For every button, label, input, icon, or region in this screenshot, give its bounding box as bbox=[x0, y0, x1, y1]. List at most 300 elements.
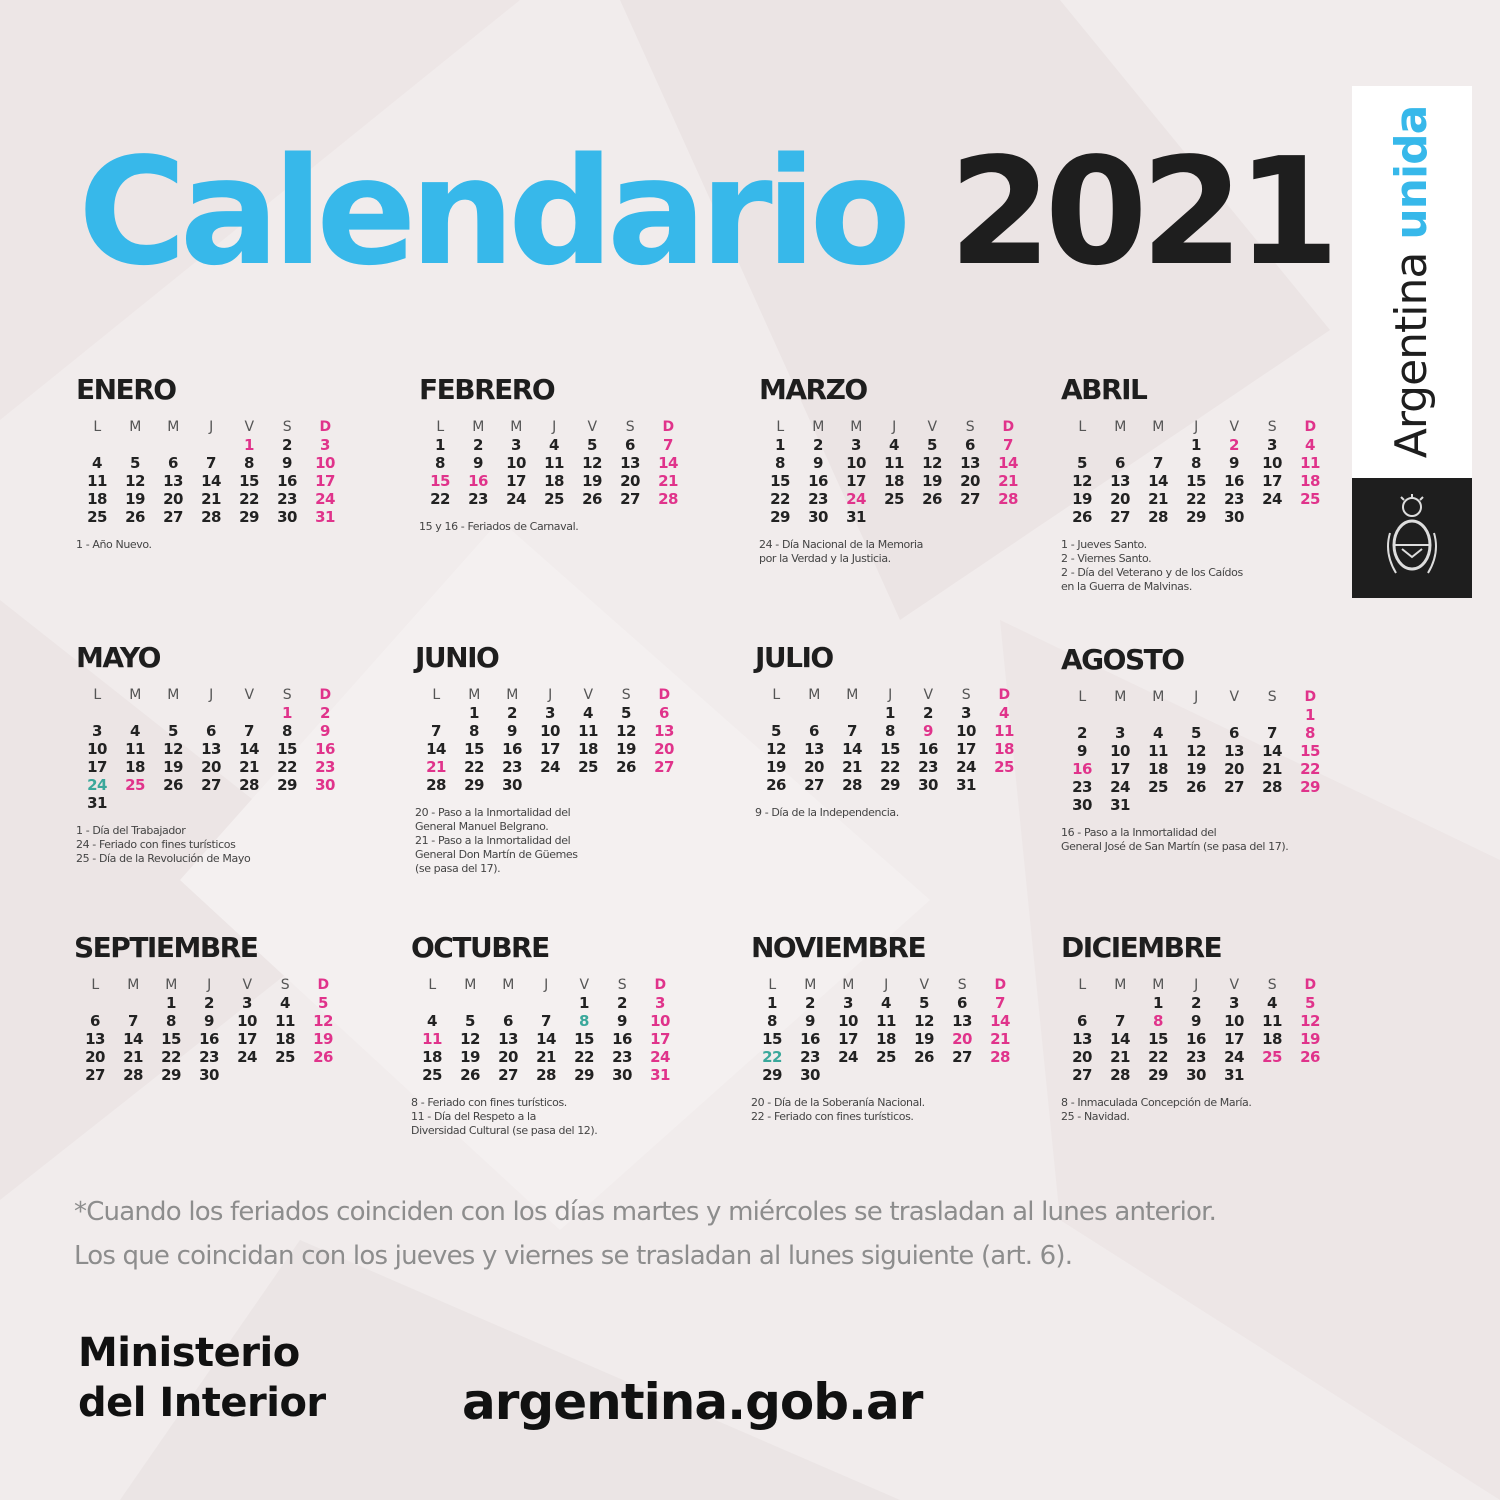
day-cell: 21 bbox=[1148, 489, 1168, 508]
day-cell: 23 bbox=[612, 1047, 632, 1066]
weekday-header: S bbox=[282, 686, 292, 703]
day-cell: 19 bbox=[1300, 1029, 1320, 1048]
month-name: JUNIO bbox=[415, 641, 499, 674]
day-cell: 8 bbox=[435, 453, 445, 472]
weekday-header: D bbox=[1002, 418, 1014, 435]
argentina-unida-banner bbox=[1352, 86, 1472, 598]
holiday-note: 25 - Día de la Revolución de Mayo bbox=[76, 851, 251, 865]
day-cell: 3 bbox=[92, 721, 102, 740]
day-cell: 20 bbox=[620, 471, 640, 490]
day-cell: 20 bbox=[498, 1047, 518, 1066]
day-cell: 16 bbox=[808, 471, 828, 490]
day-cell: 4 bbox=[583, 703, 593, 722]
day-cell: 2 bbox=[282, 435, 292, 454]
page-title bbox=[78, 126, 1333, 298]
weekday-header: J bbox=[884, 976, 888, 993]
holiday-note: 24 - Feriado con fines turísticos bbox=[76, 837, 236, 851]
day-cell: 28 bbox=[536, 1065, 556, 1084]
day-cell: 14 bbox=[239, 739, 259, 758]
day-cell: 24 bbox=[315, 489, 335, 508]
day-cell: 25 bbox=[1300, 489, 1320, 508]
day-cell: 4 bbox=[881, 993, 891, 1012]
day-cell: 14 bbox=[658, 453, 678, 472]
day-cell: 16 bbox=[612, 1029, 632, 1048]
month-julio bbox=[755, 643, 1045, 820]
day-cell: 10 bbox=[650, 1011, 670, 1030]
day-cell: 27 bbox=[620, 489, 640, 508]
day-cell: 22 bbox=[770, 489, 790, 508]
day-cell: 25 bbox=[275, 1047, 295, 1066]
day-cell: 4 bbox=[1267, 993, 1277, 1012]
day-cell: 28 bbox=[123, 1065, 143, 1084]
day-cell: 2 bbox=[813, 435, 823, 454]
day-cell: 28 bbox=[426, 775, 446, 794]
weekday-header: M bbox=[812, 418, 824, 435]
weekday-header: V bbox=[579, 976, 589, 993]
holiday-notes bbox=[1061, 1096, 1351, 1124]
day-cell: 29 bbox=[770, 507, 790, 526]
day-cell: 24 bbox=[956, 757, 976, 776]
day-cell: 21 bbox=[1262, 759, 1282, 778]
day-cell: 23 bbox=[800, 1047, 820, 1066]
day-cell: 28 bbox=[1110, 1065, 1130, 1084]
day-cell: 22 bbox=[1148, 1047, 1168, 1066]
day-cell: 4 bbox=[280, 993, 290, 1012]
weekday-header: V bbox=[244, 686, 254, 703]
day-cell: 7 bbox=[1115, 1011, 1125, 1030]
day-cell: 26 bbox=[616, 757, 636, 776]
footnote-line2: Los que coincidan con los jueves y viernes se trasladan al lunes siguiente (art. 6). bbox=[74, 1241, 1073, 1271]
day-cell: 31 bbox=[315, 507, 335, 526]
weekday-header: J bbox=[888, 686, 892, 703]
weekday-header: V bbox=[242, 976, 252, 993]
day-cell: 24 bbox=[506, 489, 526, 508]
holiday-note: 8 - Inmaculada Concepción de María. bbox=[1061, 1095, 1252, 1109]
weekday-header: D bbox=[319, 418, 331, 435]
weekday-header: M bbox=[510, 418, 522, 435]
day-cell: 9 bbox=[813, 453, 823, 472]
brand-panel bbox=[1352, 86, 1472, 478]
day-cell: 10 bbox=[506, 453, 526, 472]
day-cell: 9 bbox=[617, 1011, 627, 1030]
day-cell: 30 bbox=[808, 507, 828, 526]
day-cell: 7 bbox=[847, 721, 857, 740]
day-cell: 11 bbox=[1148, 741, 1168, 760]
weekday-header: M bbox=[127, 976, 139, 993]
holiday-notes bbox=[76, 538, 366, 552]
day-cell: 16 bbox=[315, 739, 335, 758]
day-cell: 8 bbox=[244, 453, 254, 472]
day-cell: 30 bbox=[1186, 1065, 1206, 1084]
month-name: OCTUBRE bbox=[411, 931, 549, 964]
weekday-header: M bbox=[464, 976, 476, 993]
weekday-header: D bbox=[654, 976, 666, 993]
day-cell: 19 bbox=[914, 1029, 934, 1048]
day-cell: 17 bbox=[1224, 1029, 1244, 1048]
day-cell: 18 bbox=[994, 739, 1014, 758]
weekday-header: V bbox=[587, 418, 597, 435]
day-cell: 12 bbox=[766, 739, 786, 758]
day-cell: 28 bbox=[998, 489, 1018, 508]
day-cell: 16 bbox=[277, 471, 297, 490]
day-cell: 12 bbox=[1300, 1011, 1320, 1030]
day-cell: 30 bbox=[199, 1065, 219, 1084]
day-cell: 18 bbox=[125, 757, 145, 776]
day-cell: 24 bbox=[846, 489, 866, 508]
day-cell: 13 bbox=[804, 739, 824, 758]
day-cell: 19 bbox=[1072, 489, 1092, 508]
day-cell: 17 bbox=[237, 1029, 257, 1048]
days-grid bbox=[417, 686, 705, 794]
weekday-header: M bbox=[472, 418, 484, 435]
weekday-header: M bbox=[468, 686, 480, 703]
day-cell: 18 bbox=[876, 1029, 896, 1048]
day-cell: 3 bbox=[545, 703, 555, 722]
holiday-notes bbox=[1061, 538, 1351, 594]
weekday-header: M bbox=[1152, 976, 1164, 993]
day-cell: 25 bbox=[1262, 1047, 1282, 1066]
holiday-note: 16 - Paso a la Inmortalidad del General José de San Martín (se pasa del 17). bbox=[1061, 825, 1289, 853]
day-cell: 24 bbox=[237, 1047, 257, 1066]
day-cell: 21 bbox=[239, 757, 259, 776]
day-cell: 18 bbox=[544, 471, 564, 490]
day-cell: 21 bbox=[536, 1047, 556, 1066]
day-cell: 13 bbox=[960, 453, 980, 472]
weekday-header: V bbox=[583, 686, 593, 703]
day-cell: 11 bbox=[87, 471, 107, 490]
day-cell: 20 bbox=[960, 471, 980, 490]
day-cell: 6 bbox=[957, 993, 967, 1012]
coat-of-arms-panel bbox=[1352, 478, 1472, 598]
day-cell: 11 bbox=[125, 739, 145, 758]
day-cell: 17 bbox=[315, 471, 335, 490]
day-cell: 17 bbox=[846, 471, 866, 490]
day-cell: 20 bbox=[1072, 1047, 1092, 1066]
day-cell: 23 bbox=[199, 1047, 219, 1066]
day-cell: 18 bbox=[884, 471, 904, 490]
day-cell: 21 bbox=[123, 1047, 143, 1066]
day-cell: 1 bbox=[469, 703, 479, 722]
day-cell: 25 bbox=[884, 489, 904, 508]
day-cell: 16 bbox=[918, 739, 938, 758]
day-cell: 29 bbox=[1148, 1065, 1168, 1084]
weekday-header: M bbox=[502, 976, 514, 993]
day-cell: 5 bbox=[168, 721, 178, 740]
weekday-header: D bbox=[1304, 418, 1316, 435]
day-cell: 4 bbox=[889, 435, 899, 454]
days-grid bbox=[78, 418, 366, 526]
weekday-header: L bbox=[1078, 418, 1086, 435]
day-cell: 14 bbox=[1148, 471, 1168, 490]
day-cell: 29 bbox=[239, 507, 259, 526]
day-cell: 7 bbox=[663, 435, 673, 454]
weekday-header: S bbox=[280, 976, 290, 993]
day-cell: 13 bbox=[163, 471, 183, 490]
day-cell: 15 bbox=[1186, 471, 1206, 490]
days-grid bbox=[753, 976, 1041, 1084]
weekday-header: M bbox=[167, 418, 179, 435]
day-cell: 26 bbox=[914, 1047, 934, 1066]
day-cell: 27 bbox=[163, 507, 183, 526]
day-cell: 1 bbox=[767, 993, 777, 1012]
day-cell: 1 bbox=[1153, 993, 1163, 1012]
day-cell: 10 bbox=[846, 453, 866, 472]
day-cell: 5 bbox=[919, 993, 929, 1012]
day-cell: 2 bbox=[617, 993, 627, 1012]
day-cell: 9 bbox=[923, 721, 933, 740]
month-abril bbox=[1061, 375, 1351, 594]
day-cell: 23 bbox=[277, 489, 297, 508]
day-cell: 1 bbox=[435, 435, 445, 454]
day-cell: 29 bbox=[880, 775, 900, 794]
day-cell: 30 bbox=[1072, 795, 1092, 814]
day-cell: 15 bbox=[1300, 741, 1320, 760]
day-cell: 11 bbox=[1262, 1011, 1282, 1030]
day-cell: 25 bbox=[876, 1047, 896, 1066]
day-cell: 22 bbox=[277, 757, 297, 776]
day-cell: 6 bbox=[965, 435, 975, 454]
day-cell: 31 bbox=[1224, 1065, 1244, 1084]
holiday-note: 20 - Paso a la Inmortalidad del General Manuel Belgrano. bbox=[415, 805, 571, 833]
day-cell: 17 bbox=[87, 757, 107, 776]
day-cell: 5 bbox=[771, 721, 781, 740]
day-cell: 13 bbox=[201, 739, 221, 758]
day-cell: 18 bbox=[1148, 759, 1168, 778]
day-cell: 10 bbox=[315, 453, 335, 472]
ministry-line2: del Interior bbox=[78, 1380, 326, 1426]
day-cell: 29 bbox=[464, 775, 484, 794]
day-cell: 12 bbox=[460, 1029, 480, 1048]
day-cell: 27 bbox=[498, 1065, 518, 1084]
day-cell: 8 bbox=[885, 721, 895, 740]
month-name: JULIO bbox=[755, 641, 833, 674]
day-cell: 4 bbox=[999, 703, 1009, 722]
weekday-header: L bbox=[91, 976, 99, 993]
weekday-header: J bbox=[1194, 418, 1198, 435]
weekday-header: L bbox=[776, 418, 784, 435]
day-cell: 31 bbox=[87, 793, 107, 812]
day-cell: 23 bbox=[1072, 777, 1092, 796]
day-cell: 10 bbox=[237, 1011, 257, 1030]
day-cell: 5 bbox=[621, 703, 631, 722]
day-cell: 20 bbox=[952, 1029, 972, 1048]
day-cell: 4 bbox=[549, 435, 559, 454]
day-cell: 13 bbox=[952, 1011, 972, 1030]
holiday-note: 9 - Día de la Independencia. bbox=[755, 805, 899, 819]
day-cell: 22 bbox=[239, 489, 259, 508]
day-cell: 21 bbox=[842, 757, 862, 776]
day-cell: 15 bbox=[430, 471, 450, 490]
day-cell: 4 bbox=[130, 721, 140, 740]
day-cell: 25 bbox=[125, 775, 145, 794]
weekday-header: L bbox=[93, 686, 101, 703]
weekday-header: D bbox=[317, 976, 329, 993]
month-name: NOVIEMBRE bbox=[751, 931, 926, 964]
day-cell: 3 bbox=[511, 435, 521, 454]
day-cell: 17 bbox=[650, 1029, 670, 1048]
day-cell: 1 bbox=[282, 703, 292, 722]
day-cell: 7 bbox=[1003, 435, 1013, 454]
holiday-notes bbox=[755, 806, 1045, 820]
brand-text bbox=[1386, 105, 1437, 459]
weekday-header: D bbox=[994, 976, 1006, 993]
month-noviembre bbox=[751, 933, 1041, 1124]
day-cell: 5 bbox=[1077, 453, 1087, 472]
day-cell: 26 bbox=[1072, 507, 1092, 526]
days-grid bbox=[1063, 688, 1351, 814]
day-cell: 6 bbox=[1077, 1011, 1087, 1030]
day-cell: 19 bbox=[582, 471, 602, 490]
day-cell: 23 bbox=[1224, 489, 1244, 508]
day-cell: 30 bbox=[277, 507, 297, 526]
ministry-line1: Ministerio bbox=[78, 1330, 300, 1376]
weekday-header: L bbox=[93, 418, 101, 435]
day-cell: 7 bbox=[995, 993, 1005, 1012]
weekday-header: S bbox=[961, 686, 971, 703]
day-cell: 9 bbox=[473, 453, 483, 472]
month-name: AGOSTO bbox=[1061, 643, 1184, 676]
day-cell: 12 bbox=[125, 471, 145, 490]
month-marzo bbox=[759, 375, 1049, 566]
day-cell: 27 bbox=[952, 1047, 972, 1066]
day-cell: 6 bbox=[1229, 723, 1239, 742]
day-cell: 27 bbox=[804, 775, 824, 794]
weekday-header: V bbox=[1229, 688, 1239, 705]
day-cell: 18 bbox=[1300, 471, 1320, 490]
weekday-header: M bbox=[165, 976, 177, 993]
day-cell: 2 bbox=[805, 993, 815, 1012]
weekday-header: J bbox=[892, 418, 896, 435]
weekday-header: J bbox=[1194, 976, 1198, 993]
holiday-note: 2 - Viernes Santo. bbox=[1061, 551, 1152, 565]
day-cell: 24 bbox=[87, 775, 107, 794]
day-cell: 28 bbox=[239, 775, 259, 794]
ministry-logo-text bbox=[78, 1328, 326, 1428]
day-cell: 1 bbox=[1305, 705, 1315, 724]
day-cell: 6 bbox=[503, 1011, 513, 1030]
day-cell: 20 bbox=[1110, 489, 1130, 508]
weekday-header: D bbox=[662, 418, 674, 435]
transfer-rule-footnote bbox=[74, 1190, 1324, 1278]
day-cell: 2 bbox=[320, 703, 330, 722]
day-cell: 14 bbox=[426, 739, 446, 758]
weekday-header: V bbox=[919, 976, 929, 993]
holiday-notes bbox=[751, 1096, 1041, 1124]
day-cell: 31 bbox=[1110, 795, 1130, 814]
day-cell: 21 bbox=[426, 757, 446, 776]
day-cell: 28 bbox=[1148, 507, 1168, 526]
day-cell: 18 bbox=[422, 1047, 442, 1066]
weekday-header: M bbox=[1152, 418, 1164, 435]
day-cell: 3 bbox=[843, 993, 853, 1012]
weekday-header: L bbox=[772, 686, 780, 703]
day-cell: 31 bbox=[956, 775, 976, 794]
month-septiembre bbox=[74, 933, 364, 1096]
day-cell: 31 bbox=[650, 1065, 670, 1084]
day-cell: 16 bbox=[468, 471, 488, 490]
day-cell: 30 bbox=[918, 775, 938, 794]
days-grid bbox=[1063, 976, 1351, 1084]
day-cell: 19 bbox=[125, 489, 145, 508]
day-cell: 2 bbox=[507, 703, 517, 722]
day-cell: 29 bbox=[762, 1065, 782, 1084]
day-cell: 4 bbox=[92, 453, 102, 472]
day-cell: 20 bbox=[1224, 759, 1244, 778]
day-cell: 28 bbox=[990, 1047, 1010, 1066]
holiday-notes bbox=[419, 520, 709, 534]
day-cell: 29 bbox=[1300, 777, 1320, 796]
day-cell: 25 bbox=[87, 507, 107, 526]
day-cell: 22 bbox=[464, 757, 484, 776]
weekday-header: M bbox=[506, 686, 518, 703]
days-grid bbox=[757, 686, 1045, 794]
day-cell: 6 bbox=[168, 453, 178, 472]
weekday-header: S bbox=[1267, 418, 1277, 435]
day-cell: 14 bbox=[990, 1011, 1010, 1030]
day-cell: 5 bbox=[465, 1011, 475, 1030]
day-cell: 11 bbox=[876, 1011, 896, 1030]
day-cell: 15 bbox=[161, 1029, 181, 1048]
day-cell: 26 bbox=[1300, 1047, 1320, 1066]
holiday-note: 25 - Navidad. bbox=[1061, 1109, 1130, 1123]
day-cell: 23 bbox=[468, 489, 488, 508]
weekday-header: D bbox=[658, 686, 670, 703]
day-cell: 1 bbox=[244, 435, 254, 454]
day-cell: 17 bbox=[540, 739, 560, 758]
day-cell: 23 bbox=[1186, 1047, 1206, 1066]
weekday-header: V bbox=[1229, 976, 1239, 993]
day-cell: 10 bbox=[1224, 1011, 1244, 1030]
day-cell: 27 bbox=[1224, 777, 1244, 796]
month-name: DICIEMBRE bbox=[1061, 931, 1222, 964]
days-grid bbox=[413, 976, 701, 1084]
day-cell: 30 bbox=[800, 1065, 820, 1084]
day-cell: 5 bbox=[130, 453, 140, 472]
day-cell: 9 bbox=[320, 721, 330, 740]
day-cell: 3 bbox=[320, 435, 330, 454]
day-cell: 9 bbox=[1077, 741, 1087, 760]
day-cell: 25 bbox=[544, 489, 564, 508]
weekday-header: L bbox=[428, 976, 436, 993]
holiday-note: 1 - Día del Trabajador bbox=[76, 823, 186, 837]
weekday-header: M bbox=[129, 418, 141, 435]
day-cell: 3 bbox=[1229, 993, 1239, 1012]
day-cell: 13 bbox=[620, 453, 640, 472]
day-cell: 1 bbox=[775, 435, 785, 454]
day-cell: 3 bbox=[1115, 723, 1125, 742]
day-cell: 11 bbox=[1300, 453, 1320, 472]
day-cell: 21 bbox=[990, 1029, 1010, 1048]
weekday-header: S bbox=[617, 976, 627, 993]
day-cell: 21 bbox=[1110, 1047, 1130, 1066]
day-cell: 12 bbox=[1186, 741, 1206, 760]
day-cell: 20 bbox=[804, 757, 824, 776]
weekday-header: J bbox=[207, 976, 211, 993]
weekday-header: M bbox=[1152, 688, 1164, 705]
month-name: SEPTIEMBRE bbox=[74, 931, 258, 964]
day-cell: 14 bbox=[201, 471, 221, 490]
day-cell: 27 bbox=[1110, 507, 1130, 526]
day-cell: 23 bbox=[918, 757, 938, 776]
footnote-line1: *Cuando los feriados coinciden con los días martes y miércoles se trasladan al lunes anterior. bbox=[74, 1197, 1217, 1227]
day-cell: 14 bbox=[842, 739, 862, 758]
day-cell: 22 bbox=[880, 757, 900, 776]
day-cell: 7 bbox=[128, 1011, 138, 1030]
day-cell: 7 bbox=[1153, 453, 1163, 472]
month-junio bbox=[415, 643, 705, 876]
day-cell: 28 bbox=[1262, 777, 1282, 796]
day-cell: 7 bbox=[1267, 723, 1277, 742]
